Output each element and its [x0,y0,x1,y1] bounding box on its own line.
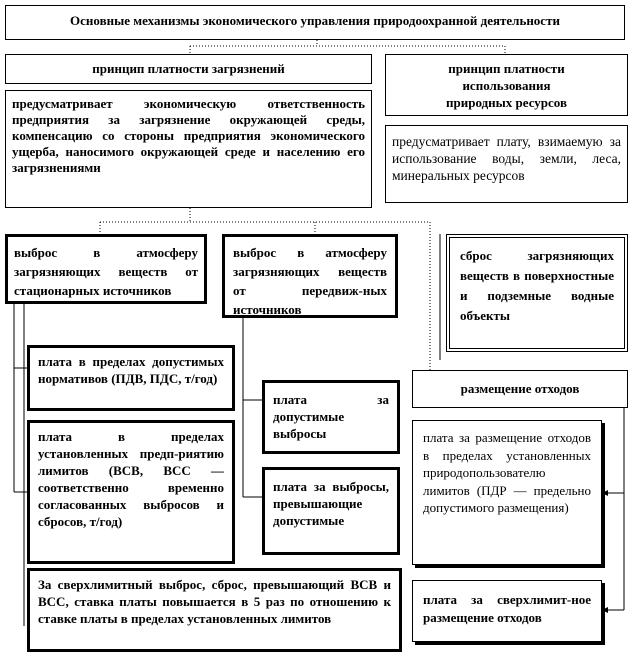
right-principle-header-line1: принцип платности [448,61,565,76]
payment-within-norms-text: плата в пределах допустимых нормативов (ПДВ, ПДС, т/год) [38,354,224,386]
source-stationary-text: выброс в атмосферу загрязняющих веществ от стационарных источников [14,245,198,298]
source-stationary [5,234,207,304]
payment-within-limits-text: плата в пределах установленных предп-риятию лимитов (ВСВ, ВСС — соответственно временно согласованных выбросов и сбросов, т/год) [38,429,224,529]
waste-header-text: размещение отходов [460,381,580,396]
left-principle-description-text: предусматривает экономическую ответственность предприятия за загрязнение окружающей среды, компенсацию со стороны предприятия экономического ущерба, наносимого окружающей среде и населению его загрязнениями [12,96,365,175]
waste-within-limits [412,420,602,565]
waste-header [412,370,628,408]
payment-excess-emissions [262,467,400,555]
diagram-title [5,5,625,40]
right-principle-header-line3: природных ресурсов [446,95,567,110]
source-mobile [222,234,398,318]
payment-within-limits [27,420,235,564]
right-principle-description-text: предусматривает плату, взимаемую за использование воды, земли, леса, минеральных ресурсов [392,134,621,183]
waste-over-limit [412,580,602,642]
over-limit-note [27,568,402,652]
over-limit-note-text: За сверхлимитный выброс, сброс, превышающий ВСВ и ВСС, ставка платы повышается в 5 раз по отношению к ставке платы в пределах установленных лимитов [38,577,391,626]
left-principle-description [5,90,372,208]
right-principle-header [385,54,628,116]
source-water-text: сброс загрязняющих веществ в поверхностные и подземные водные объекты [460,248,614,323]
right-principle-description [385,125,628,203]
title-text: Основные механизмы экономического управления природоохранной деятельности [70,13,560,28]
left-principle-header-text: принцип платности загрязнений [92,61,285,76]
waste-within-limits-text: плата за размещение отходов в пределах установленных природопользователю лимитов (ПДР — предельно допустимого размещения) [423,430,591,515]
payment-within-norms [27,345,235,411]
left-principle-header [5,54,372,84]
payment-allowable-emissions [262,380,400,454]
source-mobile-text: выброс в атмосферу загрязняющих веществ от передвиж-ных источников [233,245,387,317]
waste-over-limit-text: плата за сверхлимит-ное размещение отходов [423,592,591,625]
right-principle-header-line2: использования [462,78,551,93]
payment-excess-emissions-text: плата за выбросы, превышающие допустимые [273,479,389,528]
payment-allowable-emissions-text: плата за допустимые выбросы [273,392,389,441]
source-water [446,234,628,352]
